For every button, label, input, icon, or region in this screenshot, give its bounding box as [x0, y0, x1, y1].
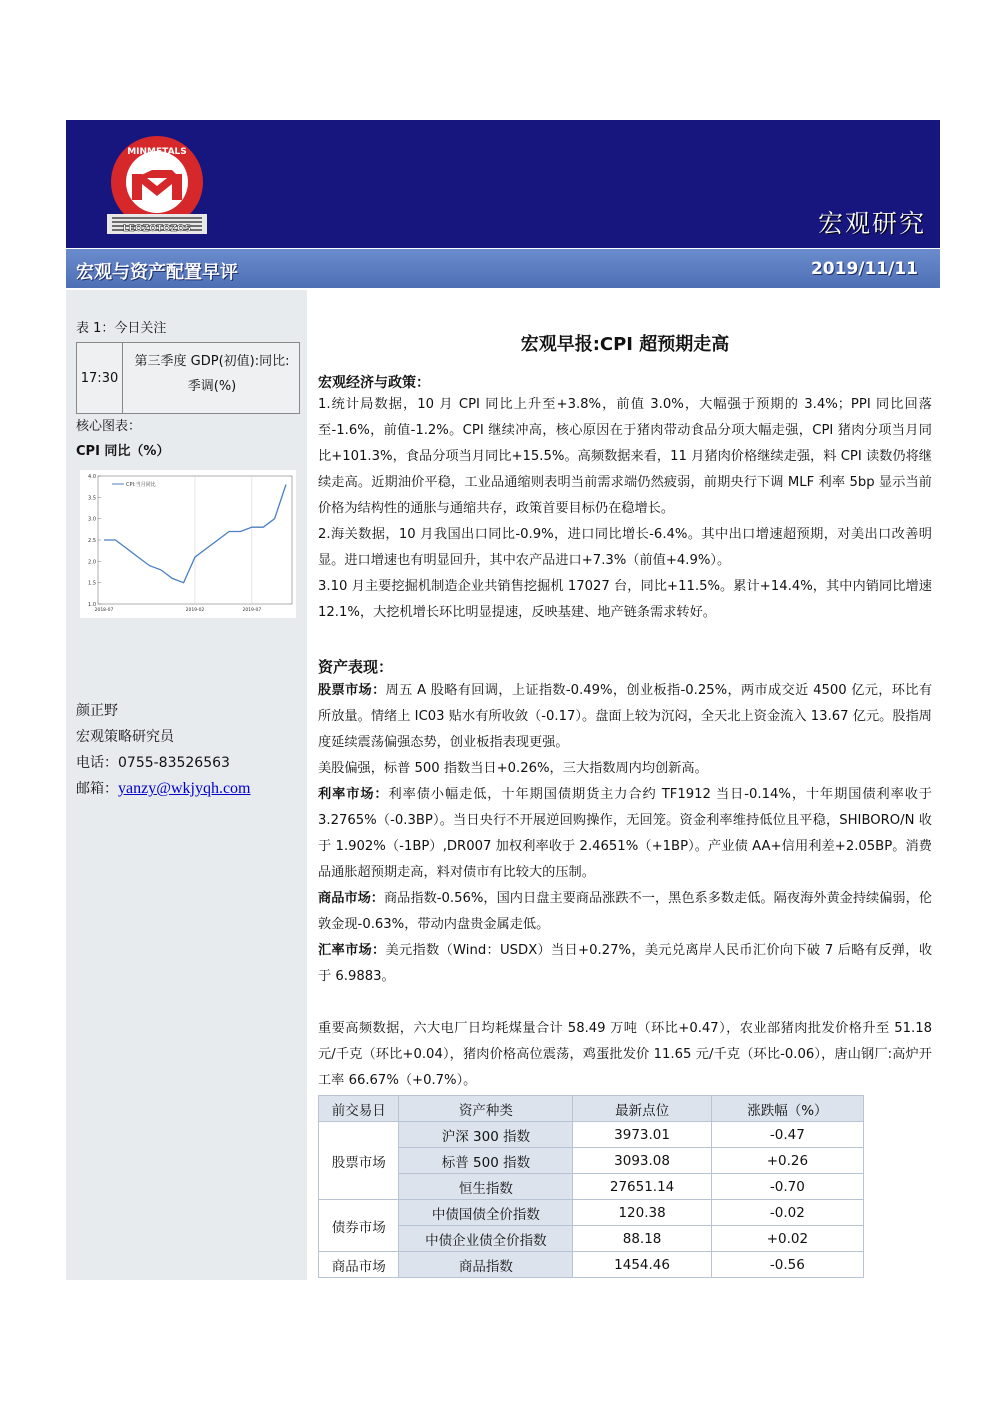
table-asset-cell: 恒生指数	[399, 1174, 573, 1200]
section-asset-heading: 资产表现：	[318, 658, 394, 676]
table-change-cell: +0.26	[711, 1148, 863, 1174]
fx-market-paragraph	[318, 938, 932, 990]
commodity-market-text: 商品指数-0.56%，国内日盘主要商品涨跌不一，黑色系多数走低。隔夜海外黄金持续偏弱，伦敦金现-0.63%，带动内盘贵金属走低。	[318, 891, 933, 932]
table-header-cell: 前交易日	[319, 1096, 399, 1122]
table-asset-cell: 标普 500 指数	[399, 1148, 573, 1174]
sidebar	[66, 290, 307, 1280]
table-asset-cell: 沪深 300 指数	[399, 1122, 573, 1148]
x-tick-label: 2019-07	[242, 608, 262, 613]
table-header-cell: 涨跌幅（%）	[711, 1096, 863, 1122]
email-label: 邮箱：	[76, 781, 118, 797]
stock-market-paragraph	[318, 678, 932, 756]
report-series-name: 宏观与资产配置早评	[76, 262, 238, 283]
focus-table	[76, 342, 300, 414]
table-header-cell: 资产种类	[399, 1096, 573, 1122]
asset-performance-table	[318, 1095, 864, 1278]
x-tick-label: 2019-02	[185, 608, 205, 613]
y-tick-label: 2.0	[88, 559, 96, 566]
author-email-row	[76, 780, 250, 798]
table-row	[319, 1148, 864, 1174]
x-tick-label: 2018-07	[94, 608, 114, 613]
stock-market-text: 周五 A 股略有回调，上证指数-0.49%，创业板指-0.25%，两市成交近 4500 亿元，环比有所放量。情绪上 IC03 贴水有所收敛（-0.17）。盘面上较为沉闷，全天北上资金流入 13.67 亿元。股指周度延续震荡偏强态势，创业板指表现更强。	[318, 683, 933, 750]
table-value-cell: 3093.08	[573, 1148, 711, 1174]
table-row	[319, 1252, 864, 1278]
cpi-chart-svg	[80, 470, 296, 618]
table-row	[319, 1174, 864, 1200]
fx-market-label: 汇率市场：	[318, 943, 386, 958]
table-change-cell: -0.56	[711, 1252, 863, 1278]
report-subtitle-bar	[66, 249, 940, 288]
table-row	[319, 1226, 864, 1252]
logo-top-text: MINMETALS	[127, 147, 187, 157]
table-asset-cell: 中债企业债全价指数	[399, 1226, 573, 1252]
us-stock-paragraph: 美股偏强，标普 500 指数当日+0.26%，三大指数周内均创新高。	[318, 761, 708, 776]
email-link[interactable]: yanzy@wkjyqh.com	[118, 780, 251, 797]
table-change-cell: +0.02	[711, 1226, 863, 1252]
table-category-cell: 商品市场	[319, 1252, 399, 1278]
commodity-market-paragraph	[318, 886, 932, 938]
report-header	[66, 120, 940, 248]
table-asset-cell: 商品指数	[399, 1252, 573, 1278]
table-asset-cell: 中债国债全价指数	[399, 1200, 573, 1226]
author-name: 颜正野	[76, 703, 118, 719]
rate-market-text: 利率债小幅走低，十年期国债期货主力合约 TF1912 当日-0.14%，十年期国债利率收于 3.2765%（-0.3BP）。当日央行不开展逆回购操作，无回笼。资金利率维持低位且平稳，SHIBORO/N 收于 1.902%（-1BP）,DR007 加权利率收于 2.4651%（+1BP）。产业债 AA+信用利差+2.05BP。消费品通胀超预期走高，料对债市有比较大的压制。	[318, 787, 932, 880]
focus-line-1: 第三季度 GDP(初值):同比:	[134, 354, 290, 369]
cpi-chart	[80, 470, 296, 618]
table-value-cell: 1454.46	[573, 1252, 711, 1278]
macro-paragraph-3: 3.10 月主要挖掘机制造企业共销售挖掘机 17027 台，同比+11.5%。累计+14.4%，其中内销同比增速 12.1%，大挖机增长环比明显提速，反映基建、地产链条需求转好。	[318, 579, 932, 620]
focus-table-title: 表 1：今日关注	[76, 321, 167, 336]
table-value-cell: 88.18	[573, 1226, 711, 1252]
y-tick-label: 1.5	[88, 580, 96, 587]
macro-paragraph-1: 1.统计局数据，10 月 CPI 同比上升至+3.8%，前值 3.0%，大幅强于预期的 3.4%；PPI 同比回落至-1.6%，前值-1.2%。CPI 继续冲高，核心原因在于猪肉带动食品分项大幅走强，CPI 猪肉分项当月同比+101.3%，食品分项当月同比+15.5%。高频数据来看，11 月猪肉价格继续走强，料 CPI 读数仍将继续走高。近期油价平稳，工业品通缩则表明当前需求端仍然疲弱，前期央行下调 MLF 利率 5bp 显示当前价格为结构性的通胀与通缩共存，政策首要目标仍在稳增长。	[318, 397, 932, 516]
y-tick-label: 3.0	[88, 516, 96, 523]
table-change-cell: -0.47	[711, 1122, 863, 1148]
author-phone: 电话：0755-83526563	[76, 755, 230, 771]
table-value-cell: 27651.14	[573, 1174, 711, 1200]
table-header-row	[319, 1096, 864, 1122]
rate-market-paragraph	[318, 782, 932, 886]
high-frequency-paragraph: 重要高频数据，六大电厂日均耗煤量合计 58.49 万吨（环比+0.47），农业部猪肉批发价格升至 51.18 元/千克（环比+0.04），猪肉价格高位震荡，鸡蛋批发价 11.65 元/千克（环比-0.06），唐山钢厂:高炉开工率 66.67%（+0.7%）。	[318, 1021, 932, 1088]
focus-time: 17:30	[77, 343, 123, 413]
article-title: 宏观早报:CPI 超预期走高	[520, 334, 730, 355]
focus-item	[127, 349, 297, 399]
section-macro-heading: 宏观经济与政策：	[318, 375, 430, 391]
y-tick-label: 4.0	[88, 474, 96, 480]
y-tick-label: 2.5	[88, 538, 96, 544]
author-title: 宏观策略研究员	[76, 729, 174, 745]
table-row	[319, 1122, 864, 1148]
table-value-cell: 3973.01	[573, 1122, 711, 1148]
legend-label: CPI:当月同比	[126, 482, 156, 488]
minmetals-logo	[102, 134, 212, 236]
chart-title: CPI 同比（%）	[76, 444, 170, 459]
table-row	[319, 1200, 864, 1226]
y-tick-label: 1.0	[88, 602, 96, 608]
focus-line-2: 季调(%)	[187, 379, 237, 394]
table-header-cell: 最新点位	[573, 1096, 711, 1122]
table-category-cell: 债券市场	[319, 1200, 399, 1252]
table-change-cell: -0.02	[711, 1200, 863, 1226]
core-chart-label: 核心图表：	[76, 419, 142, 434]
table-category-cell: 股票市场	[319, 1122, 399, 1200]
report-category-title: 宏观研究	[817, 209, 926, 238]
fx-market-text: 美元指数（Wind：USDX）当日+0.27%，美元兑离岸人民币汇价向下破 7 后略有反弹，收于 6.9883。	[318, 943, 933, 984]
logo-bottom-text: LEOZOTOZOS	[122, 224, 192, 234]
report-date: 2019/11/11	[810, 259, 918, 279]
table-value-cell: 120.38	[573, 1200, 711, 1226]
rate-market-label: 利率市场：	[318, 787, 389, 802]
commodity-market-label: 商品市场：	[318, 891, 384, 906]
table-change-cell: -0.70	[711, 1174, 863, 1200]
y-tick-label: 3.5	[88, 495, 96, 502]
macro-paragraph-2: 2.海关数据，10 月我国出口同比-0.9%，进口同比增长-6.4%。其中出口增速超预期，对美出口改善明显。进口增速也有明显回升，其中农产品进口+7.3%（前值+4.9%）。	[318, 527, 932, 568]
stock-market-label: 股票市场：	[318, 683, 386, 698]
